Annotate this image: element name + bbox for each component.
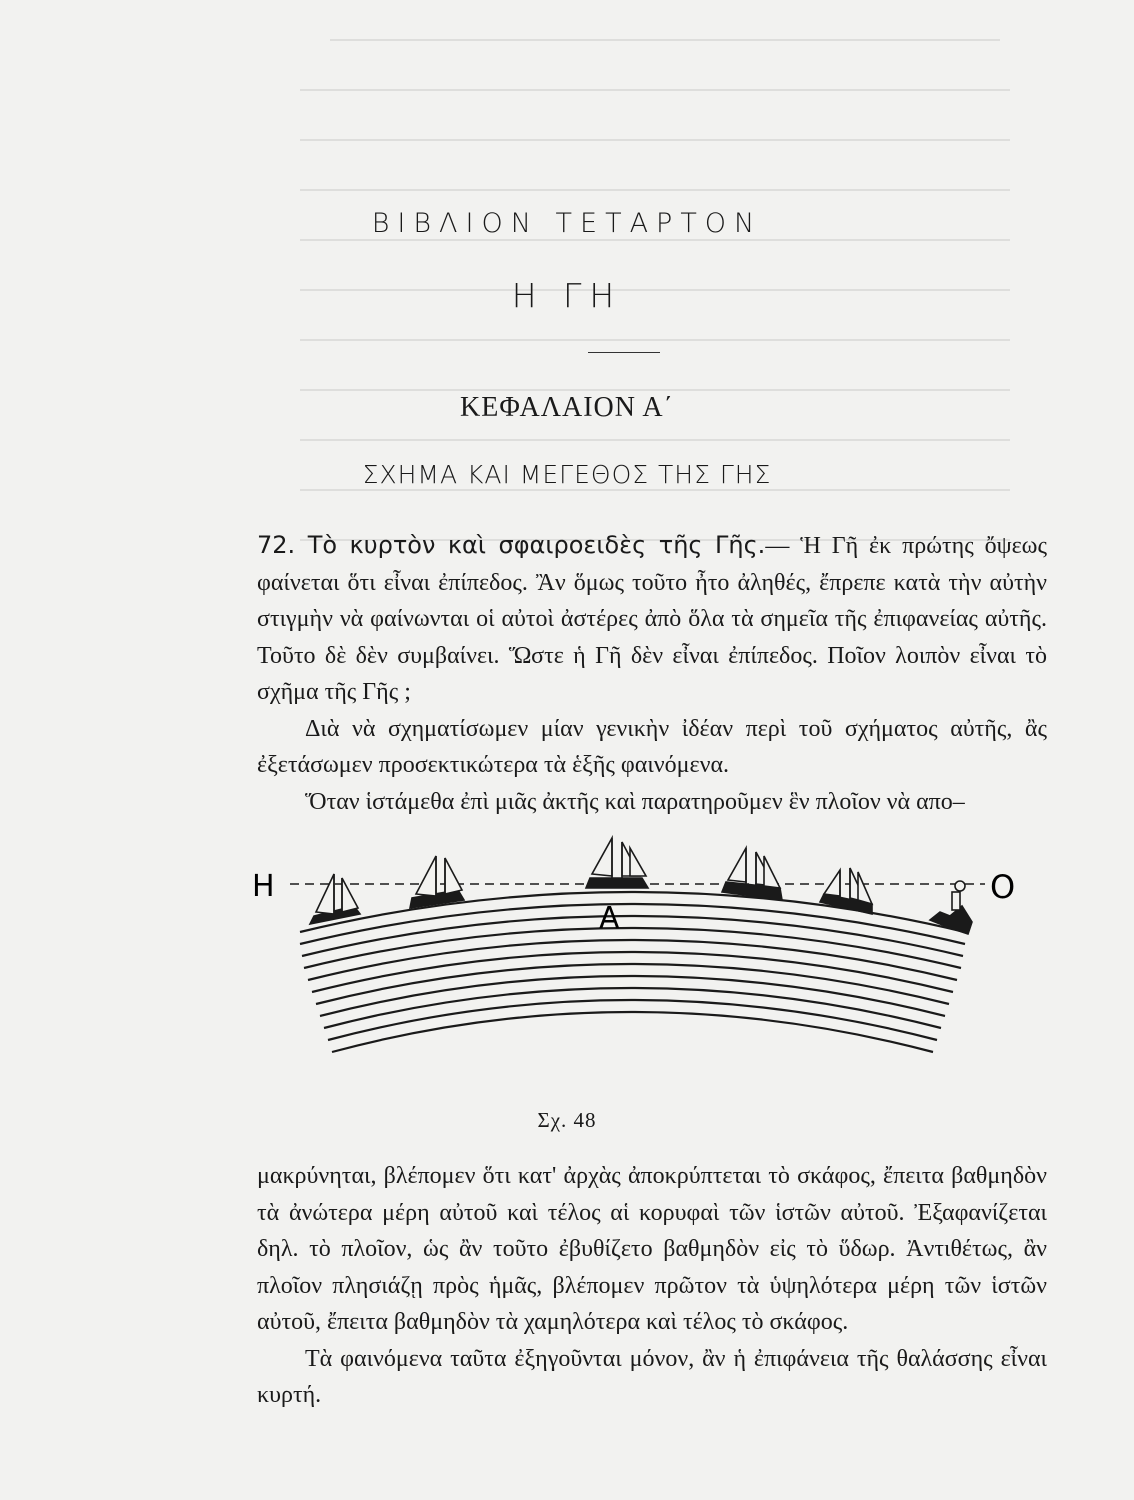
figure-label-center: Α [599, 901, 620, 936]
figure-label-right: Ο [990, 868, 1016, 906]
figure-caption: Σχ. 48 [537, 1108, 597, 1132]
chapter-label: ΚΕΦΑΛΑΙΟΝ Α΄ [460, 392, 674, 423]
section-paragraph-3: Ὅταν ἱστάμεθα ἐπὶ μιᾶς ἀκτῆς καὶ παρατηροῦμεν ἓν πλοῖον νὰ απο– [305, 788, 965, 815]
figure-label-left: Η [252, 869, 275, 904]
sea-curves [300, 892, 965, 1052]
section-paragraph-4: μακρύνηται, βλέπομεν ὅτι κατ' ἀρχὰς ἀποκρύπτεται τὸ σκάφος, ἔπειτα βαθμηδὸν τὰ ἀνώτερα μέρη αὐτοῦ καὶ τέλος αἱ κορυφαὶ τῶν ἱστῶν αὐτοῦ. Ἐξαφανίζεται δηλ. τὸ πλοῖον, ὡς ἂν τοῦτο ἐβυθίζετο βαθμηδὸν εἰς τὸ ὕδωρ. Ἀντιθέτως, ἂν πλοῖον πλησιάζῃ πρὸς ἡμᾶς, βλέπομεν πρῶτον τὰ ὑψηλότερα μέρη τῶν ἱστῶν αὐτοῦ, ἔπειτα βαθμηδὸν τὰ χαμηλότερα καὶ τέλος τὸ σκάφος. [257, 1163, 1047, 1335]
ship-4 [722, 848, 782, 900]
ship-1 [310, 874, 360, 924]
chapter-title: ΣΧΗΜΑ ΚΑΙ ΜΕΓΕΘΟΣ ΤΗΣ ΓΗΣ [362, 460, 772, 489]
section-paragraph-1 [257, 527, 1047, 711]
section-paragraph-2: Διὰ νὰ σχηματίσωμεν μίαν γενικὴν ἰδέαν περὶ τοῦ σχήματος αὐτῆς, ἂς ἐξετάσωμεν προσεκτικώτερα τὰ ἑξῆς φαινόμενα. [257, 715, 1047, 778]
title-divider [588, 352, 660, 353]
book-title: ΒΙΒΛΙΟΝ ΤΕΤΑΡΤΟΝ [371, 208, 763, 239]
ship-3 [586, 838, 648, 888]
section-paragraph-5: Τὰ φαινόμενα ταῦτα ἐξηγοῦνται μόνον, ἂν ἡ ἐπιφάνεια τῆς θαλάσσης εἶναι κυρτή. [257, 1345, 1047, 1408]
ship-5 [820, 868, 872, 914]
part-title: Η ΓΗ [511, 276, 623, 315]
ship-2 [410, 856, 464, 908]
figure-curved-sea-ships [250, 832, 1030, 1102]
section-intro: — Ἡ Γῆ ἐκ πρώτης ὄψεως φαίνεται ὅτι εἶναι ἐπίπεδος. Ἂν ὅμως τοῦτο ἦτο ἀληθές, ἔπρεπε κατὰ τὴν αὐτὴν στιγμὴν νὰ φαίνωνται οἱ αὐτοὶ ἀστέρες ἀπὸ ὅλα τὰ σημεῖα τῆς ἐπιφανείας αὐτῆς. Τοῦτο δὲ δὲν συμβαίνει. Ὥστε ἡ Γῆ δὲν εἶναι ἐπίπεδος. Ποῖον λοιπὸν εἶναι τὸ σχῆμα τῆς Γῆς ; [257, 533, 1047, 705]
text-block-lower [257, 1158, 1047, 1414]
text-block-upper [257, 527, 1047, 820]
section-heading: 72. Τὸ κυρτὸν καὶ σφαιροειδὲς τῆς Γῆς. [257, 531, 766, 559]
